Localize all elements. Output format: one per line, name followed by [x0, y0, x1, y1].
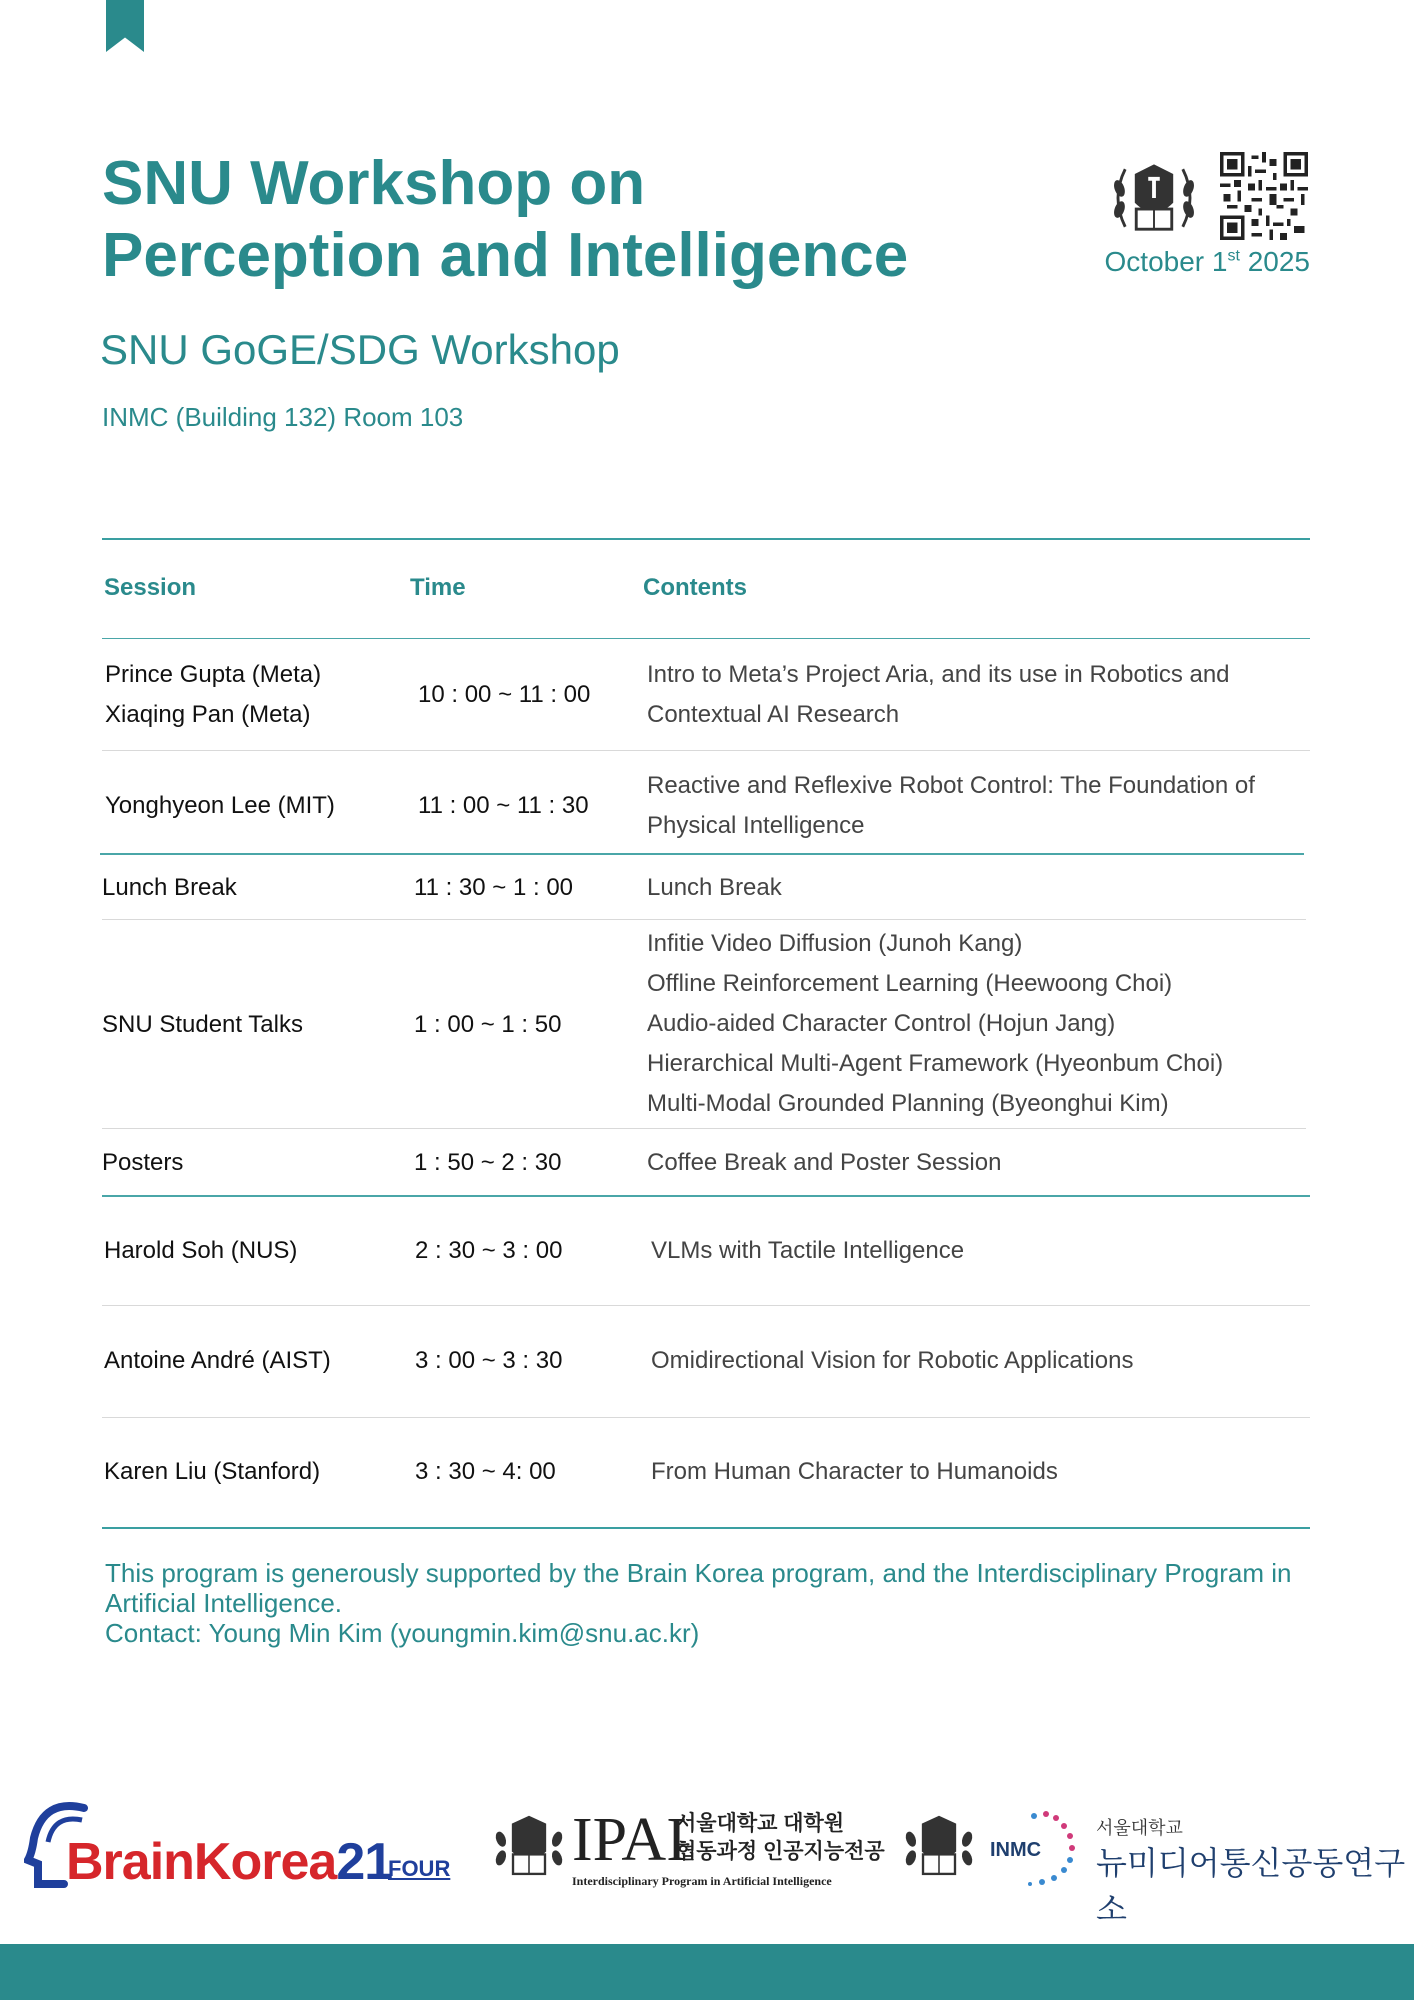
table-row-contents: Intro to Meta’s Project Aria, and its use in Robotics and Contextual AI Research [647, 661, 1230, 728]
ipai-seal-icon [490, 1808, 568, 1886]
row-divider [102, 1305, 1310, 1306]
snu-seal-icon [1106, 150, 1202, 246]
row-divider [100, 853, 1304, 855]
table-row-contents: Omidirectional Vision for Robotic Applications [651, 1347, 1134, 1374]
bottom-bar [0, 1944, 1414, 2000]
table-row-time: 3 : 30 ~ 4: 00 [415, 1458, 556, 1485]
col-header-contents: Contents [643, 574, 747, 601]
table-row-time: 1 : 00 ~ 1 : 50 [414, 1011, 562, 1038]
sponsor-logos [0, 1790, 1414, 1927]
table-row-time: 11 : 00 ~ 11 : 30 [418, 792, 589, 819]
table-row-time: 3 : 00 ~ 3 : 30 [415, 1347, 563, 1374]
row-divider [102, 1128, 1306, 1129]
table-row-time: 10 : 00 ~ 11 : 00 [418, 681, 591, 708]
table-row-session: Yonghyeon Lee (MIT) [105, 792, 335, 819]
col-header-session: Session [104, 574, 197, 601]
table-bottom-rule [102, 1527, 1310, 1529]
table-row-contents: Lunch Break [647, 874, 782, 901]
ipai-logo: IPAI [572, 1806, 687, 1874]
inmc-korean-univ: 서울대학교 [1096, 1818, 1183, 1838]
table-row-session: Posters [102, 1149, 184, 1176]
support-note: This program is generously supported by the Brain Korea program, and the Interdisciplinary Program in Artificial Intelligence. Contact: Young Min Kim (youngmin.kim@snu.ac.kr) [105, 1558, 1315, 1648]
contact-info: Contact: Young Min Kim (youngmin.kim@snu.ac.kr) [105, 1618, 700, 1648]
table-row-contents: Infitie Video Diffusion (Junoh Kang) Offline Reinforcement Learning (Heewoong Choi) Audio-aided Character Control (Hojun Jang) Hierarchical Multi-Agent Framework (Hyeonbum Choi) Multi-Modal Grounded Planning (Byeonghui Kim) [647, 930, 1224, 1117]
row-divider [102, 1195, 1310, 1197]
brainkorea-logo: BrainKorea21 [66, 1833, 393, 1891]
table-row-time: 11 : 30 ~ 1 : 00 [414, 874, 574, 901]
table-row-contents: From Human Character to Humanoids [651, 1458, 1058, 1485]
table-row-session: Lunch Break [102, 874, 237, 901]
table-row-session: Antoine André (AIST) [104, 1347, 331, 1374]
inmc-dots-icon [986, 1804, 1080, 1890]
table-row-session: Harold Soh (NUS) [104, 1237, 298, 1264]
ipai-korean-name: 서울대학교 대학원 협동과정 인공지능전공 [676, 1812, 885, 1863]
event-date: October 1st 2025 [1104, 246, 1310, 277]
qr-code-icon [1220, 152, 1308, 240]
col-header-time: Time [410, 574, 466, 601]
table-row-session: Karen Liu (Stanford) [104, 1458, 321, 1485]
ipai-english-name: Interdisciplinary Program in Artificial Intelligence [572, 1874, 832, 1888]
row-divider [102, 919, 1306, 920]
table-row-session: Prince Gupta (Meta) Xiaqing Pan (Meta) [105, 661, 322, 728]
table-row-contents: Coffee Break and Poster Session [647, 1149, 1002, 1176]
page-title: SNU Workshop on Perception and Intelligence [102, 149, 909, 290]
subtitle: SNU GoGE/SDG Workshop [100, 326, 620, 373]
row-divider [102, 1417, 1310, 1418]
table-row-session: SNU Student Talks [102, 1011, 303, 1038]
inmc-seal-icon [900, 1808, 978, 1886]
bookmark-ribbon [106, 0, 144, 52]
table-row-time: 2 : 30 ~ 3 : 00 [415, 1237, 563, 1264]
venue: INMC (Building 132) Room 103 [102, 402, 464, 432]
inmc-korean-name: 뉴미디어통신공동연구소 [1096, 1845, 1406, 1927]
brainkorea-four: FOUR [388, 1856, 451, 1881]
inmc-logo: INMC [990, 1839, 1042, 1861]
table-top-rule [102, 538, 1310, 540]
table-row-contents: VLMs with Tactile Intelligence [651, 1237, 965, 1264]
table-row-contents: Reactive and Reflexive Robot Control: The Foundation of Physical Intelligence [647, 772, 1255, 839]
header-bottom-rule [102, 638, 1310, 639]
table-row-time: 1 : 50 ~ 2 : 30 [414, 1149, 562, 1176]
row-divider [102, 750, 1310, 751]
